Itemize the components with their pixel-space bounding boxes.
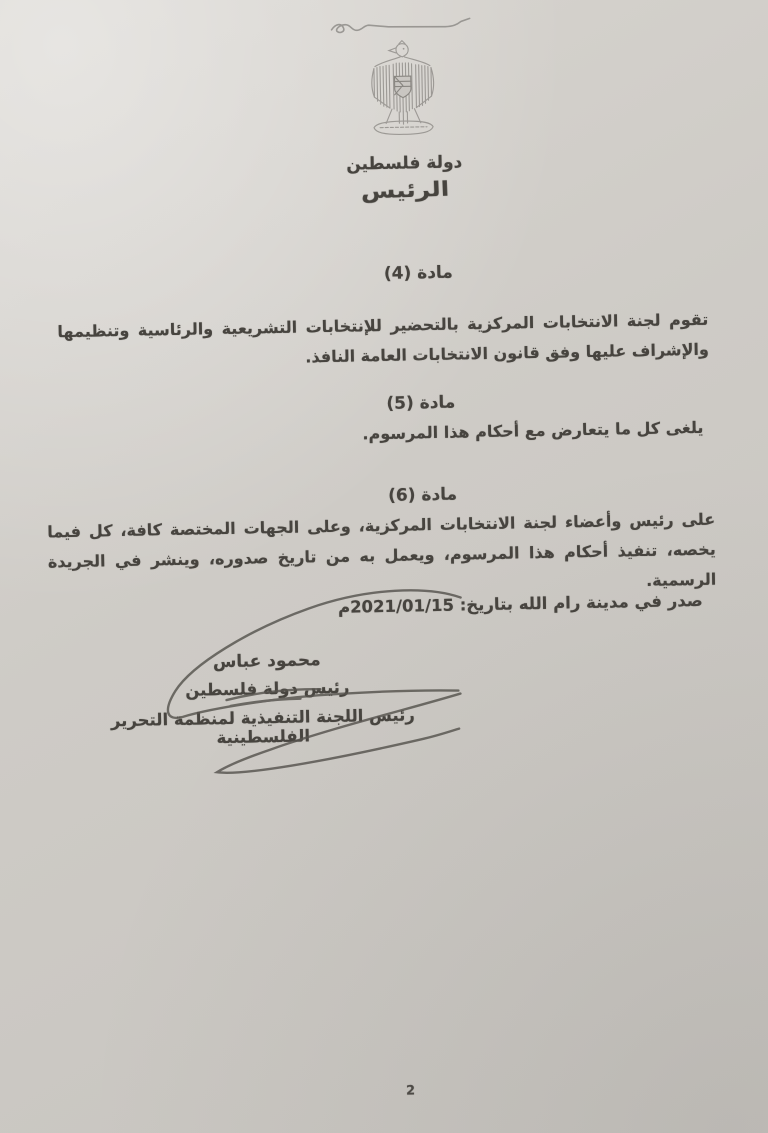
- signatory-title-plo-chairman: رئيس اللجنة التنفيذية لمنظمة التحرير الفلسطينية: [110, 705, 416, 748]
- article-5-body: يلغى كل ما يتعارض مع أحكام هذا المرسوم.: [362, 417, 704, 444]
- article-4-heading: مادة (4): [383, 262, 454, 284]
- office-title: الرئيس: [360, 176, 450, 204]
- page-number: 2: [405, 1083, 416, 1099]
- article-4-body: تقوم لجنة الانتخابات المركزية بالتحضير للإنتخابات التشريعية والرئاسية وتنظيمها والإشراف عليها وفق قانون الانتخابات العامة النافذ.: [57, 309, 710, 367]
- signatory-title-president: رئيس دولة فلسطين: [185, 677, 350, 700]
- issuance-line: صدر في مدينة رام الله بتاريخ: 2021/01/15م: [337, 590, 703, 617]
- handwritten-scribble-icon: [325, 14, 477, 37]
- palestine-eagle-emblem-icon: [354, 37, 452, 147]
- state-name: دولة فلسطين: [346, 152, 463, 175]
- article-5-heading: مادة (5): [386, 392, 456, 414]
- article-6-heading: مادة (6): [387, 484, 458, 506]
- signatory-name: محمود عباس: [212, 650, 321, 673]
- article-6-body: على رئيس وأعضاء لجنة الانتخابات المركزية، وعلى الجهات المختصة كافة، كل فيما يخصه، تنفيذ أحكام هذا المرسوم، ويعمل به من تاريخ صدوره، وينشر في الجريدة الرسمية.: [47, 509, 717, 590]
- letterhead: [17, 8, 768, 212]
